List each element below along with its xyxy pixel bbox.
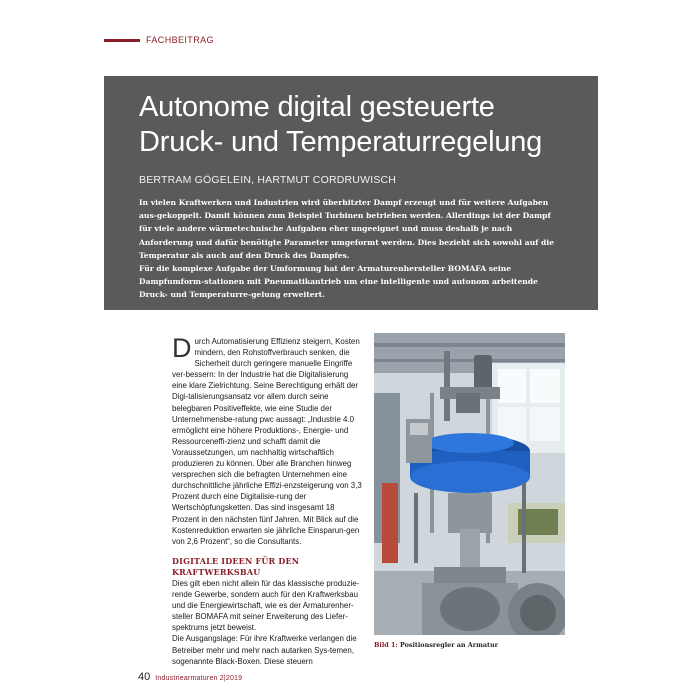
intro-lead [139,196,564,302]
caption-label: Bild 1: [374,641,398,649]
intro-paragraph-2: Für die komplexe Aufgabe der Umformung hat der Armaturenhersteller BOMAFA seine Dampfumform-stationen mit Pneumatikantrieb um eine intelligente und autonom arbeitende Druck- und Temperaturre-gelung erweitert. [139,264,538,300]
section-tag [104,33,214,47]
body-paragraph-3: Die Ausgangslage: Für ihre Kraftwerke verlangen die Betreiber mehr und mehr nach autarken Sys-temen, sogenannte Black-Boxen. Diese steuern [172,634,357,666]
figure-caption [374,641,498,649]
caption-text: Positionsregler an Armatur [400,641,498,649]
magazine-name: Industriearmaturen 2|2019 [155,675,243,682]
body-column [172,333,362,667]
page-footer [138,671,242,683]
section-tag-bar [104,39,140,42]
title-line-2: Druck- und Temperaturregelung [139,126,543,158]
body-paragraph-2: Dies gilt eben nicht allein für das klassische produzie-rende Gewerbe, sondern auch für den Kraftwerksbau und die Energiewirtschaft, wie es der Armaturenher-steller BOMAFA mit seiner Erweiterung des Liefer-spektrums jetzt beweist. [172,578,360,633]
title-line-1: Autonome digital gesteuerte [139,91,495,123]
page-number: 40 [138,671,151,683]
valve-photo [374,333,565,635]
body-paragraph-1-text: urch Automatisierung Effizienz steigern, Kosten mindern, den Rohstoffverbrauch senken, die Sicherheit durch geringere manuelle Eingriffe ver-bessern: In der Industrie hat die Digitalisierung eine klare Zielrichtung. Seine Berechtigung erhält der Digi-talisierungsansatz vor allem durch seine belegbaren Positiveffekte, wie eine Studie der Unternehmensbe-ratung pwc aussagt: „Industrie 4.0 ermöglicht eine höhere Produktions-, Energie- und Ressourceneffi-zienz und schafft damit die Voraussetzungen, um nachhaltig wirtschaftlich produzieren zu können. Über alle Branchen hinweg versprechen sich die befragten Unternehmen eine durchschnittliche jährliche Effizi-enzsteigerung von 3,3 Prozent durch eine Digitalisie-rung der Wertschöpfungsketten. Das sind insgesamt 18 Prozent in den nächsten fünf Jahren. Mit Blick auf die Kostenreduktion erwarten sie jährliche Einsparun-gen von 2,6 Prozent“, so die Consultants. [172,337,362,546]
body-paragraph-1 [172,333,362,547]
subheading: DIGITALE IDEEN FÜR DEN KRAFTWERKSBAU [172,555,300,577]
authors: BERTRAM GÖGELEIN, HARTMUT CORDRUWISCH [139,174,397,186]
valve-illustration [374,333,565,635]
intro-paragraph-1: In vielen Kraftwerken und Industrien wird überhitzter Dampf erzeugt und für weitere Aufgaben aus-gekoppelt. Damit können zum Beispiel Turbinen betrieben werden. Allerdings ist der Dampf für viele andere wärmetechnische Aufgaben eher ungeeignet und muss deshalb je nach Anforderung und dafür benötigte Parameter umgeformt werden. Dies bezieht sich sowohl auf die Temperatur als auch auf den Druck des Dampfes. [139,198,555,260]
article-title [139,90,564,160]
drop-cap: D [172,333,192,363]
section-tag-label: FACHBEITRAG [146,35,214,45]
article-header [104,76,598,310]
